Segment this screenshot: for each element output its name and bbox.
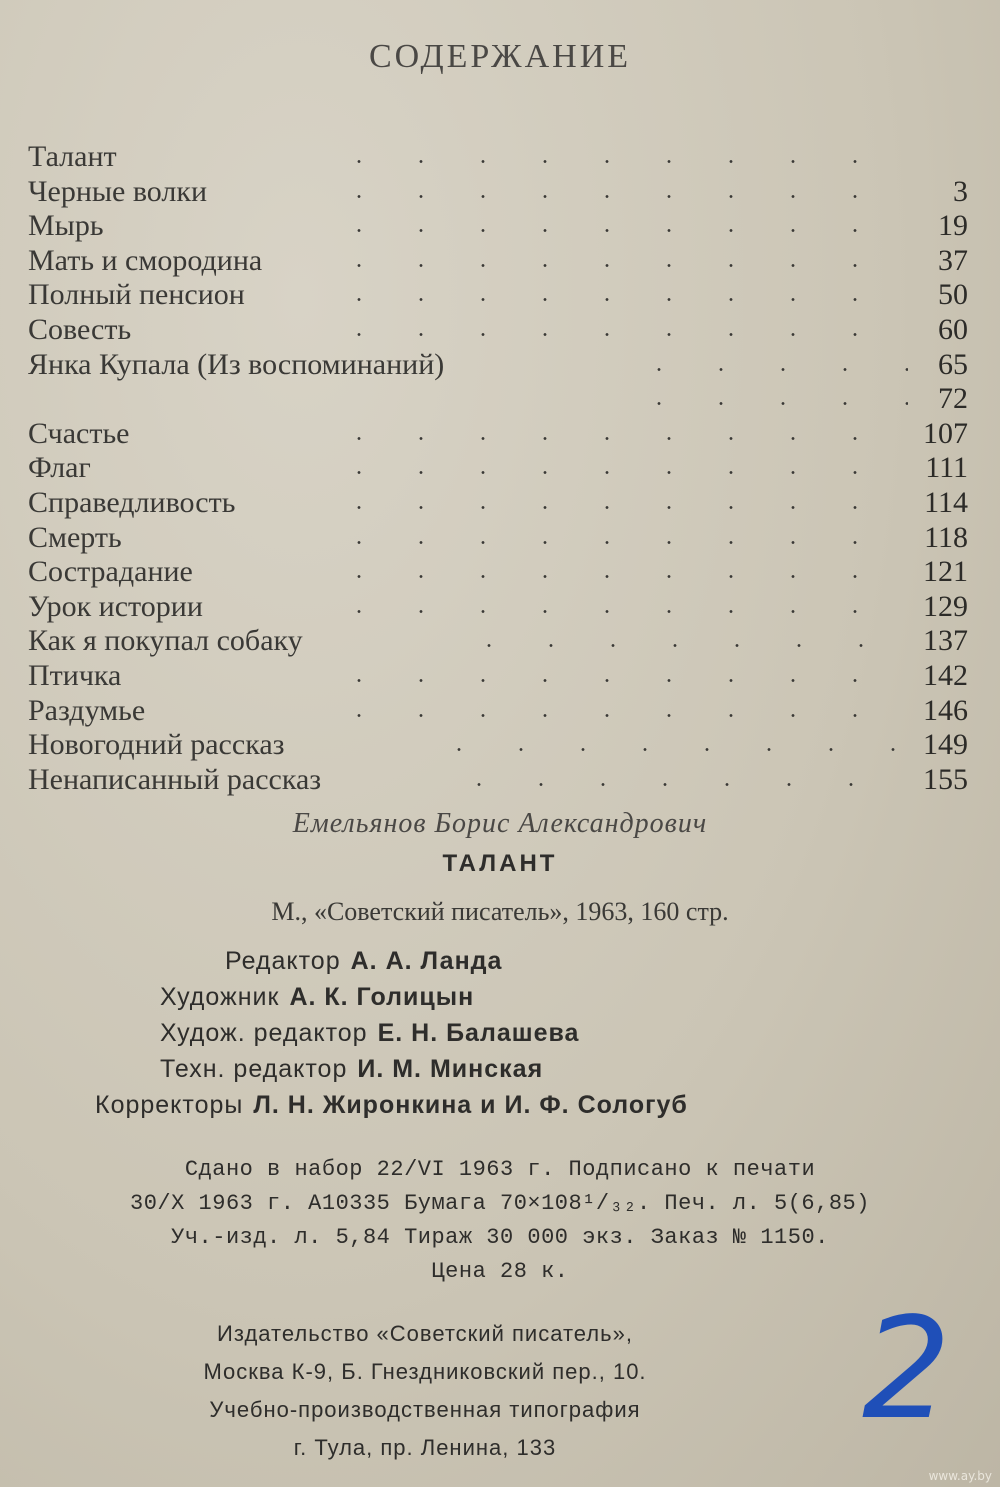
publisher-line: Учебно-производственная типография [209,1397,641,1422]
toc-entry-page: 142 [923,658,968,692]
toc-leader-dots [328,506,908,509]
credit-role: Художник [160,983,280,1011]
toc-entry-title: Смерть [28,520,122,554]
toc-entry-page: 118 [924,520,968,554]
credit-name: Л. Н. Жиронкина и И. Ф. Сологуб [253,1091,688,1119]
publisher-info [0,1315,1000,1467]
toc-entry-page: 149 [923,728,968,762]
toc-entry-page: 37 [938,243,968,277]
toc-entry-title: Мырь [28,209,104,243]
toc-leader-dots [328,541,908,544]
toc-entry [28,728,968,763]
toc-leader-dots [628,402,908,405]
toc-entry-title: Ненаписанный рассказ [28,762,322,796]
toc-entry-title: Новогодний рассказ [28,728,285,762]
credit-role: Техн. редактор [160,1055,348,1083]
toc-entry-title: Полный пенсион [28,278,245,312]
toc-leader-dots [328,298,908,301]
toc-entry [28,348,968,383]
watermark: www.ay.by [928,1469,992,1483]
toc-entry [28,451,968,486]
toc-entry-page: 129 [923,589,968,623]
toc-leader-dots [458,644,908,647]
toc-leader-dots [328,679,908,682]
publisher-line: Издательство «Советский писатель», [217,1321,633,1346]
print-line: Уч.-изд. л. 5,84 Тираж 30 000 экз. Заказ № 1150. [171,1225,829,1250]
author-name: Емельянов Борис Александрович [292,808,708,839]
toc-entry [28,763,968,798]
toc-leader-dots [328,264,908,267]
toc-entry-title: Черные волки [28,174,208,208]
credit-row [95,979,688,1015]
toc-entry-page: 50 [938,278,968,312]
print-line: Сдано в набор 22/VI 1963 г. Подписано к печати [184,1157,816,1182]
toc-entry-page: 137 [923,624,968,658]
credit-row [95,1015,688,1051]
credit-row [95,943,688,979]
publisher-line: Москва К-9, Б. Гнездниковский пер., 10. [203,1359,647,1384]
credit-name: И. М. Минская [357,1055,544,1083]
toc-leader-dots [328,229,908,232]
toc-entry [28,624,968,659]
credit-role: Худож. редактор [160,1019,368,1047]
toc-leader-dots [328,333,908,336]
toc-entry-title: Счастье [28,416,130,450]
toc-title: СОДЕРЖАНИЕ [368,38,632,75]
toc-entry [28,209,968,244]
toc-leader-dots [448,783,908,786]
toc-entry [28,694,968,729]
toc-entry-title: Янка Купала (Из воспоминаний) [28,347,445,381]
toc-entry [28,521,968,556]
toc-entry-page: 146 [923,693,968,727]
toc-leader-dots [328,714,908,717]
toc-entry [28,555,968,590]
toc-entry-page: 3 [953,174,968,208]
toc-leader-dots [328,195,908,198]
toc-entry-page: 114 [924,485,968,519]
publisher-line: г. Тула, пр. Ленина, 133 [293,1435,557,1460]
toc-leader-dots [328,610,908,613]
credit-name: А. К. Голицын [289,983,475,1011]
print-line: 30/X 1963 г. А10335 Бумага 70×108¹/₃₂. Печ. л. 5(6,85) [130,1191,870,1216]
toc-leader-dots [328,160,908,163]
toc-leader-dots [328,575,908,578]
publication-info: М., «Советский писатель», 1963, 160 стр. [271,897,729,926]
toc-entry [28,140,968,175]
toc-entry-title: Сострадание [28,555,193,589]
toc-entry [28,278,968,313]
toc-leader-dots [628,368,908,371]
toc-entry [28,417,968,452]
table-of-contents [28,140,968,797]
toc-entry-title: Талант [28,140,117,173]
credit-row [95,1051,688,1087]
toc-leader-dots [428,748,908,751]
toc-entry-page: 72 [938,382,968,416]
handwritten-number: 2 [862,1288,952,1451]
toc-entry-title: Справедливость [28,485,236,519]
toc-entry [28,590,968,625]
toc-entry-page: 19 [938,209,968,243]
toc-entry-title: Птичка [28,658,122,692]
toc-entry-page: 107 [923,416,968,450]
credit-row [95,1087,688,1123]
toc-entry-page: 111 [925,451,968,485]
toc-entry [28,175,968,210]
print-details [0,1153,1000,1289]
toc-entry [28,659,968,694]
toc-entry [28,244,968,279]
toc-entry [28,382,968,417]
toc-leader-dots [328,437,908,440]
toc-entry [28,313,968,348]
toc-entry-page: 60 [938,312,968,346]
toc-entry-title: Совесть [28,312,132,346]
price-line: Цена 28 к. [431,1259,569,1284]
toc-entry-title: Флаг [28,451,91,485]
credit-name: А. А. Ланда [350,947,503,975]
toc-entry-title: Мать и смородина [28,243,263,277]
credit-role: Редактор [225,947,341,975]
book-title: ТАЛАНТ [442,850,558,877]
credit-name: Е. Н. Балашева [377,1019,580,1047]
toc-entry-page: 155 [923,762,968,796]
credit-role: Корректоры [95,1091,244,1119]
toc-entry [28,486,968,521]
credits-list [95,943,688,1123]
toc-entry-title: Урок истории [28,589,203,623]
toc-entry-page: 65 [938,347,968,381]
toc-leader-dots [328,471,908,474]
toc-entry-title: Раздумье [28,693,146,727]
toc-entry-page: 121 [923,555,968,589]
toc-entry-title: Как я покупал собаку [28,624,303,658]
